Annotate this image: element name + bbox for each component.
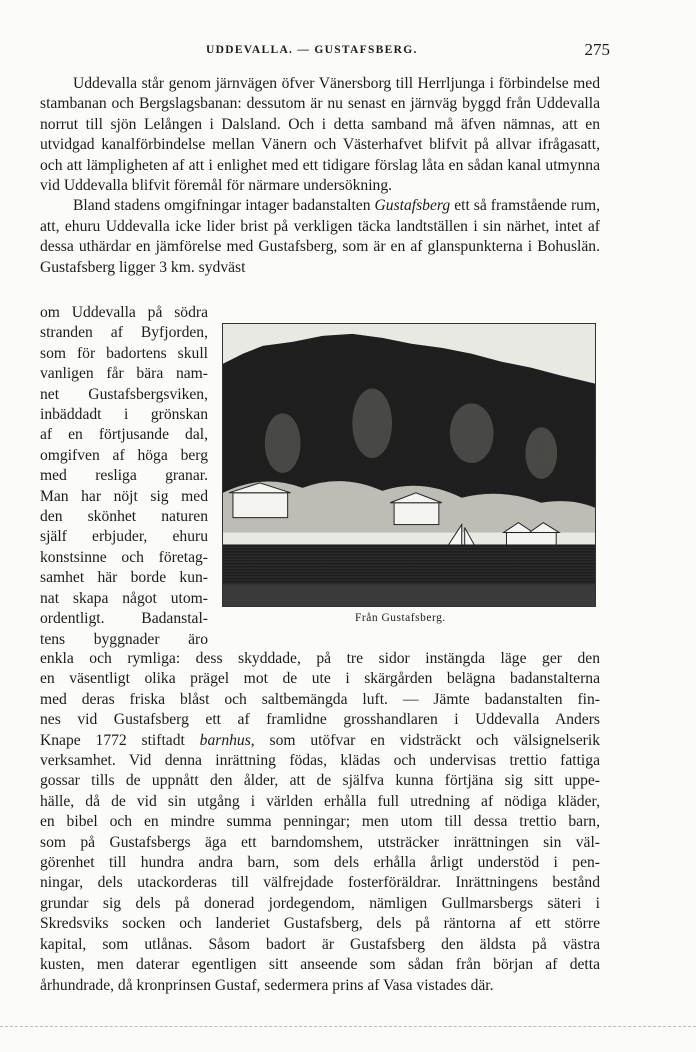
narrow-text-line: konstsinne och företag- [40, 548, 208, 566]
text-line: enkla och rymliga: dess skyddade, på tre sidor instängda läge ger den [40, 650, 600, 667]
text-line: en väsentligt olika prägel mot de ute i skärgården belägna badanstalterna [40, 670, 600, 688]
text-line: gossar tills de uppnått den ålder, att de själfva kunna förtjäna sig sitt uppe- [40, 772, 600, 790]
text-line: kusten, men daterar egentligen sitt anseende som sådan från början af detta [40, 956, 600, 974]
narrow-text-line: nat skapa något utom- [40, 589, 208, 607]
narrow-text-line: vanligen får bära nam- [40, 365, 208, 383]
text-line: nes vid Gustafsberg ett af framlidne grosshandlaren i Uddevalla Anders [40, 711, 600, 729]
text-line: en bibel och en mindre summa penningar; men utom till dessa trettio barn, [40, 813, 600, 831]
text-line: görenhet till hundra andra barn, som dels erhålla årligt understöd i pen- [40, 854, 600, 872]
page-edge-divider [0, 1026, 696, 1028]
narrow-text-line: tens byggnader äro [40, 630, 208, 648]
emphasis-barnhus: barnhus [199, 731, 251, 749]
text-line: med deras friska blåst och saltbemängda luft. — Jämte badanstalten fin- [40, 690, 600, 708]
paragraph-2: Bland stadens omgifningar intager badanstalten Gustafsberg ett så framstående rum, att, ehuru Uddevalla icke lider brist på verkligen täcka landtställen i sin närhet, intet af dessa uthärdar en jämförelse med Gustafsberg, som är en af glanspunkterna i Bohuslän. Gustafsberg ligger 3 km. sydväst [40, 197, 600, 276]
text-line: verksamhet. Vid denna inrättning födas, klädas och undervisas trettio fattiga [40, 752, 600, 770]
emphasis-gustafsberg: Gustafsberg [374, 197, 451, 215]
narrow-text-line: den skönhet naturen [40, 508, 208, 526]
page-number: 275 [584, 40, 610, 59]
narrow-column-text [40, 303, 208, 650]
body-text-bottom [40, 649, 600, 996]
paragraph-1: Uddevalla står genom järnvägen öfver Vänersborg till Herrljunga i förbindelse med stambanan och Bergslagsbanan: dessutom är nu senast en järnväg byggd från Uddevalla norrut till sjön Lelången i Dalsland. Och i detta samband må äfven nämnas, att en utvidgad kanalförbindelse mellan Vänern och Västerhafvet blifvit på allvar ifrågasatt, och att lämpligheten af att i enlighet med ett tidigare förslag låta en sådan kanal utmynna vid Uddevalla blifvit föremål för närmare undersökning. [40, 75, 600, 195]
narrow-text-line: af en förtjusande dal, [40, 426, 208, 444]
text-line: Skredsviks socken och landeriet Gustafsberg, dels på räntorna af ett större [40, 915, 600, 933]
text-line: kapital, som utlånas. Såsom badort är Gustafsberg den äldsta på västra [40, 935, 600, 953]
narrow-text-line: stranden af Byfjorden, [40, 324, 208, 342]
narrow-text-line: samhet här borde kun- [40, 569, 208, 587]
text-line: Knape 1772 stiftadt barnhus, som utöfvar en vidsträckt och välsignelserik [40, 731, 600, 749]
text-line: som på Gustafsbergs äga ett barndomshem, utsträcker inrättningen sin väl- [40, 833, 600, 851]
figure-caption: Från Gustafsberg. [355, 612, 446, 624]
narrow-text-line: inbäddadt i grönskan [40, 406, 208, 424]
narrow-text-line: som för badortens skull [40, 344, 208, 362]
text-line: grundar sig dels på donerad jordegendom, nämligen Gullmarsbergs säteri i [40, 894, 600, 912]
text-line: hälle, då de vid sin utgång i världen erhålla full utredning af nödiga kläder, [40, 792, 600, 810]
narrow-text-line: med resliga granar. [40, 467, 208, 485]
narrow-text-line: Man har nöjt sig med [40, 487, 208, 505]
text-line: ningar, dels utackorderas till välfrejdade fosterföräldrar. Inrättningens bestånd [40, 874, 600, 892]
narrow-text-line: omgifven af höga berg [40, 446, 208, 464]
body-text-top [40, 74, 600, 278]
narrow-text-line: om Uddevalla på södra [40, 304, 208, 321]
page-header [40, 42, 610, 62]
narrow-text-line: själf erbjuder, ehuru [40, 528, 208, 546]
narrow-text-line: net Gustafsbergsviken, [40, 385, 208, 403]
engraving-illustration [222, 323, 596, 607]
narrow-text-line: ordentligt. Badanstal- [40, 610, 208, 628]
figure [218, 323, 596, 607]
running-head: UDDEVALLA. — GUSTAFSBERG. [206, 44, 418, 56]
text-line: århundrade, då kronprinsen Gustaf, sedermera prins af Vasa vistades där. [40, 976, 494, 994]
